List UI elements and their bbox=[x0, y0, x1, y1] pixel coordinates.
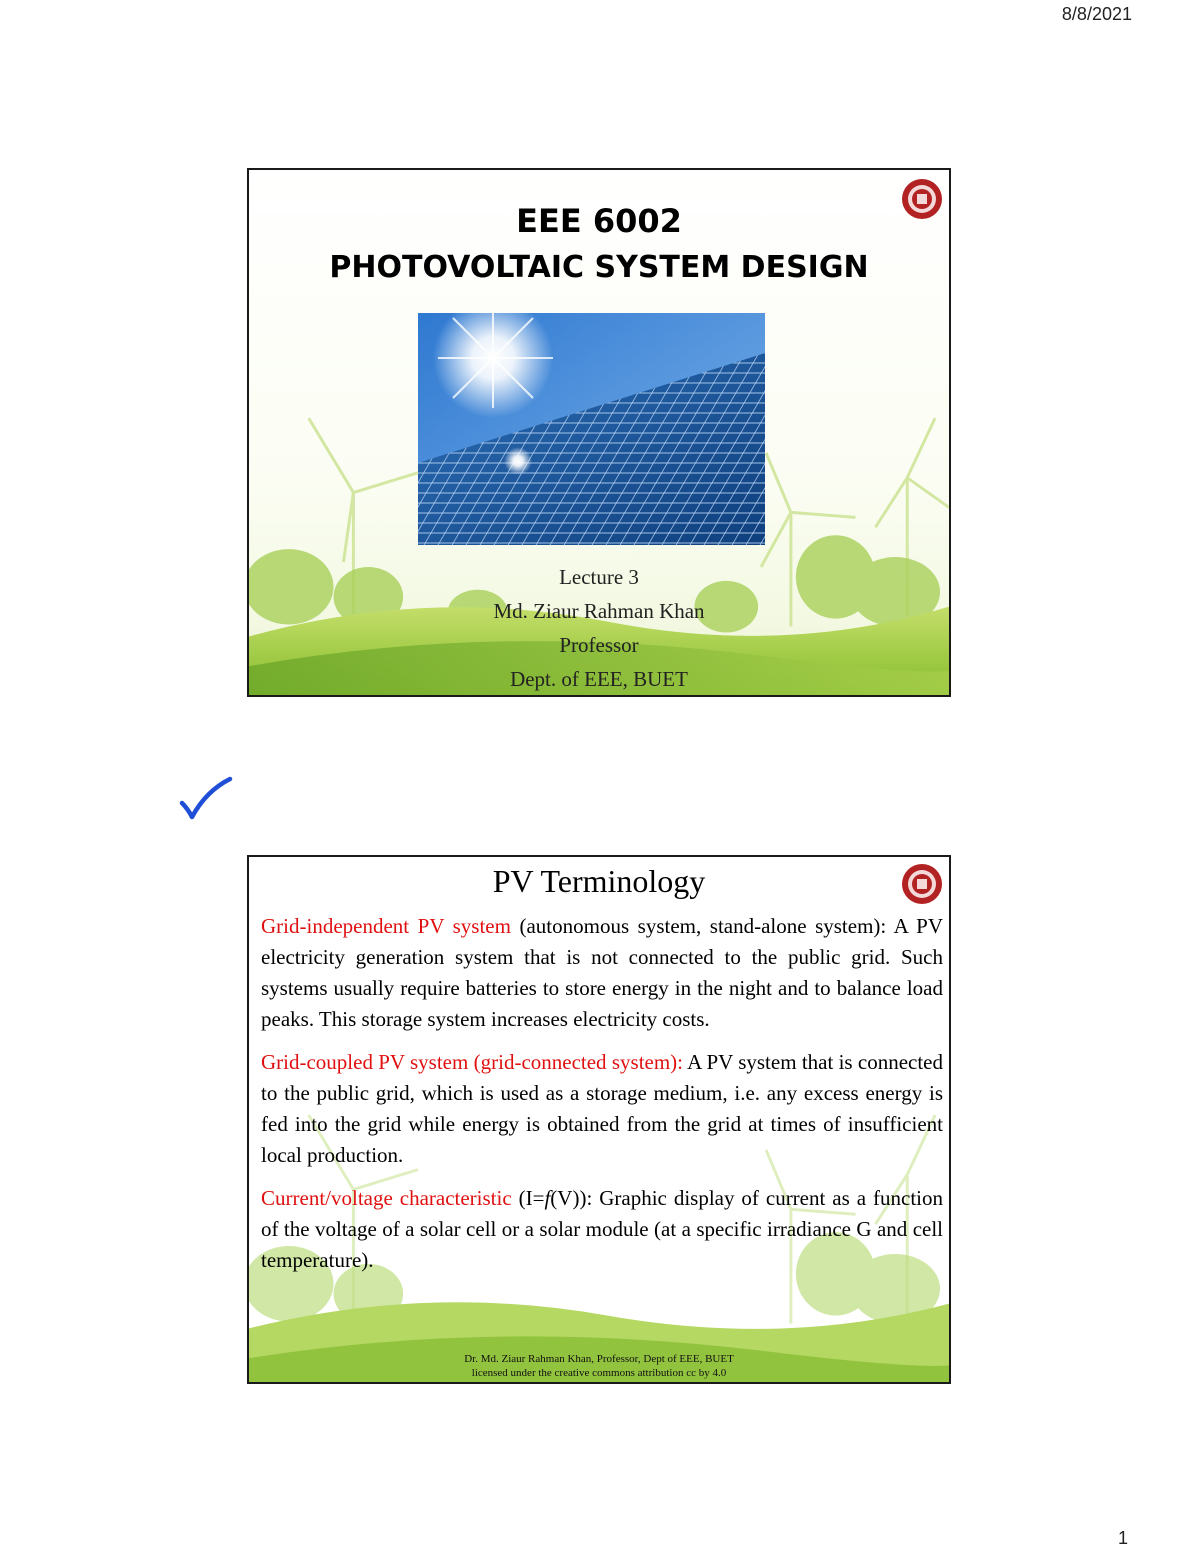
page-date: 8/8/2021 bbox=[1061, 4, 1132, 24]
term-text: (V)): Graphic display of current as a function of the voltage of a solar cell or a solar module (at a specific irradiance G and cell temperature). bbox=[261, 1186, 943, 1272]
terminology-slide bbox=[247, 855, 951, 1384]
function-symbol: f bbox=[544, 1186, 551, 1210]
author-position: Professor bbox=[559, 633, 639, 657]
term-text: A PV system that is connected to the public grid, which is used as a storage medium, i.e. any excess energy is fed into the grid while energy is obtained from the grid at times of insufficient local production. bbox=[261, 1050, 944, 1167]
lecture-number: Lecture 3 bbox=[559, 565, 639, 589]
footer-credit: Dr. Md. Ziaur Rahman Khan, Professor, Dept of EEE, BUET bbox=[464, 1353, 734, 1365]
slide-footer bbox=[249, 1352, 949, 1380]
term-definition bbox=[261, 1183, 943, 1276]
term-text: (autonomous system, stand-alone system): A PV electricity generation system that is not connected to the public grid. Such systems usually require batteries to store energy in the night and to balance load peaks. This storage system increases electricity costs. bbox=[261, 914, 943, 1031]
term-name: Grid-independent PV system bbox=[261, 914, 511, 938]
term-definition bbox=[261, 1047, 943, 1171]
term-name: Current/voltage characteristic bbox=[261, 1186, 512, 1210]
term-definition bbox=[261, 911, 943, 1035]
slide-title: PV Terminology bbox=[492, 863, 706, 899]
solar-panel-image bbox=[418, 313, 765, 545]
page-number: 1 bbox=[1117, 1528, 1128, 1548]
lecture-info bbox=[249, 560, 949, 696]
term-name: Grid-coupled PV system (grid-connected system): bbox=[261, 1050, 684, 1074]
term-text: (I= bbox=[511, 1186, 545, 1210]
terminology-list bbox=[261, 911, 943, 1288]
course-title: PHOTOVOLTAIC SYSTEM DESIGN bbox=[329, 250, 869, 285]
author-name: Md. Ziaur Rahman Khan bbox=[493, 599, 705, 623]
title-slide bbox=[247, 168, 951, 697]
author-department: Dept. of EEE, BUET bbox=[510, 667, 688, 691]
checkmark-icon bbox=[178, 775, 234, 821]
course-code: EEE 6002 bbox=[516, 202, 682, 240]
footer-license: licensed under the creative commons attribution cc by 4.0 bbox=[471, 1367, 727, 1379]
